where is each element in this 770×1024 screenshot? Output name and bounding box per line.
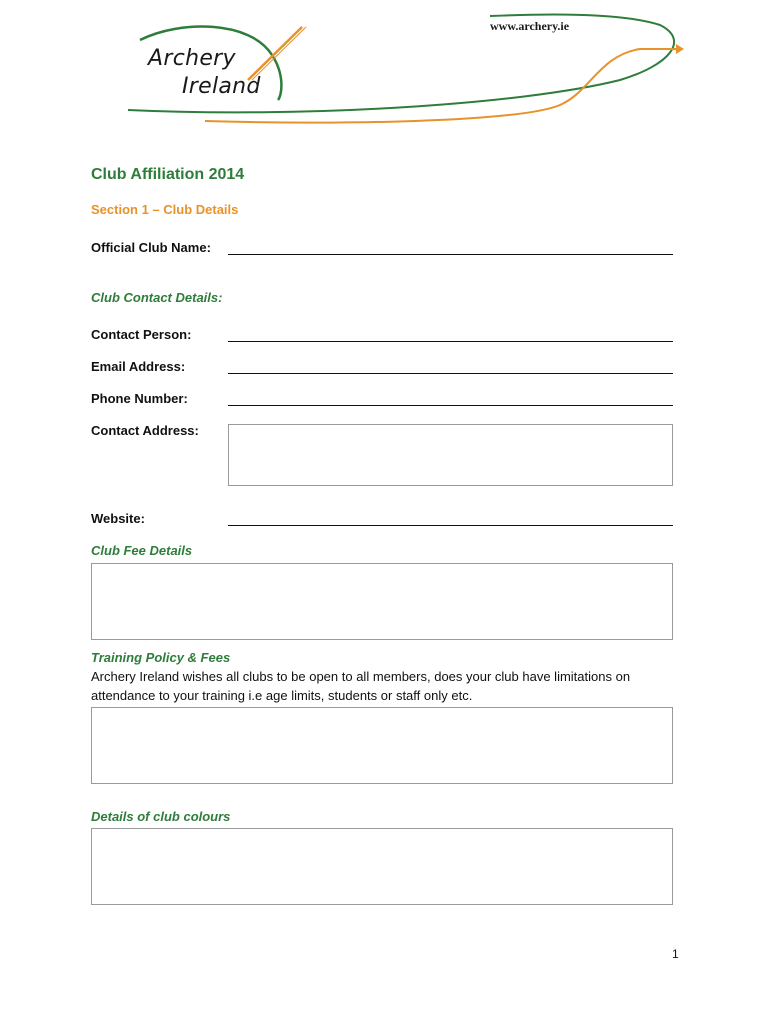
contact-person-label: Contact Person: — [91, 327, 192, 342]
logo-text-ireland: Ireland — [182, 74, 261, 99]
contact-person-field[interactable] — [228, 341, 673, 342]
training-text — [91, 667, 691, 705]
website-label: Website: — [91, 511, 145, 526]
form-title: Club Affiliation 2014 — [91, 166, 245, 183]
training-text-line2: attendance to your training i.e age limits, students or staff only etc. — [91, 688, 473, 703]
website-field[interactable] — [228, 525, 673, 526]
club-contact-heading: Club Contact Details: — [91, 290, 223, 305]
email-label: Email Address: — [91, 359, 186, 374]
logo-orange-diagonal — [248, 27, 302, 80]
club-colours-heading: Details of club colours — [91, 809, 231, 824]
club-fee-heading: Club Fee Details — [91, 543, 193, 558]
official-club-name-label: Official Club Name: — [91, 240, 211, 255]
page-number: 1 — [672, 947, 679, 961]
email-field[interactable] — [228, 373, 673, 374]
club-colours-box[interactable] — [91, 828, 673, 905]
contact-address-box[interactable] — [228, 424, 673, 486]
official-club-name-field[interactable] — [228, 254, 673, 255]
website-url: www.archery.ie — [490, 19, 570, 33]
club-fee-box[interactable] — [91, 563, 673, 640]
training-text-line1: Archery Ireland wishes all clubs to be open to all members, does your club have limitations on — [91, 669, 631, 684]
phone-field[interactable] — [228, 405, 673, 406]
training-policy-box[interactable] — [91, 707, 673, 784]
section-heading: Section 1 – Club Details — [91, 202, 239, 217]
training-heading: Training Policy & Fees — [91, 650, 231, 665]
archery-ireland-logo — [0, 0, 770, 140]
phone-label: Phone Number: — [91, 391, 188, 406]
logo-text-archery: Archery — [148, 46, 236, 71]
contact-address-label: Contact Address: — [91, 423, 199, 438]
logo-arrow-head-icon — [676, 44, 684, 54]
